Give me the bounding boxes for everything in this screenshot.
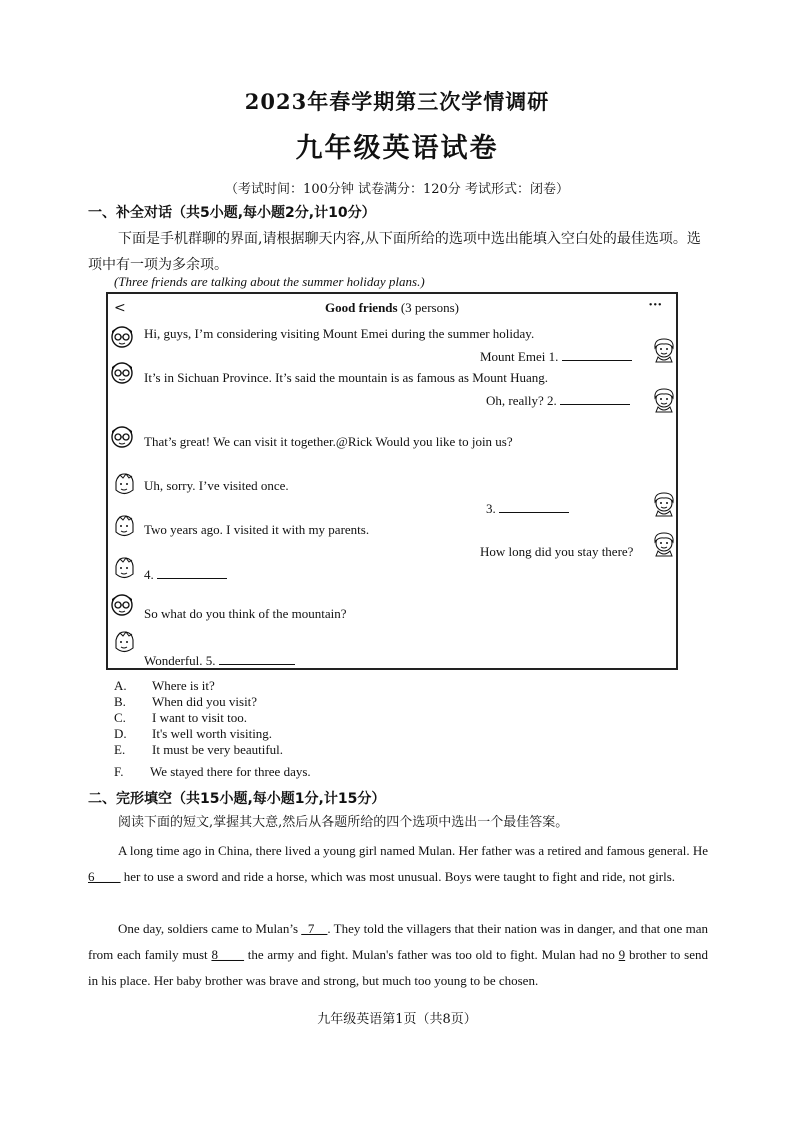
chat-header <box>108 300 676 318</box>
cloze-blank-8[interactable]: 8____ <box>211 947 244 962</box>
back-icon[interactable]: < <box>114 300 126 316</box>
answer-blank[interactable] <box>157 566 227 579</box>
exam-title: 2023年春学期第三次学情调研 <box>244 89 550 114</box>
section1-heading: 一、补全对话（共5小题,每小题2分,计10分） <box>88 205 376 221</box>
chat-message: So what do you think of the mountain? <box>144 606 347 621</box>
paper-title: 九年级英语试卷 <box>295 133 499 164</box>
more-icon[interactable]: ··· <box>648 298 662 313</box>
story-paragraph-1: A long time ago in China, there lived a young girl named Mulan. Her father was a retired and famous general. He 6____ her to use a sword and ride a horse, which was most unusual. Boys were taught to fight and ride, not girls. <box>88 843 708 884</box>
answer-blank[interactable] <box>499 500 569 513</box>
chat-message: Mount Emei 1. <box>480 348 632 365</box>
option-item[interactable]: C. I want to visit too. <box>114 710 247 725</box>
answer-blank[interactable] <box>560 392 630 405</box>
chat-message: That’s great! We can visit it together.@Rick Would you like to join us? <box>144 434 513 449</box>
chat-message: How long did you stay there? <box>480 544 634 559</box>
chat-message: It’s in Sichuan Province. It’s said the mountain is as famous as Mount Huang. <box>144 370 549 385</box>
option-item[interactable]: F. We stayed there for three days. <box>114 764 311 779</box>
option-item[interactable]: E. It must be very beautiful. <box>114 742 284 757</box>
avatar-rick-icon <box>110 628 138 656</box>
section2-instruction: 阅读下面的短文,掌握其大意,然后从各题所给的四个选项中选出一个最佳答案。 <box>118 815 569 830</box>
avatar-boy-glasses-icon <box>108 358 136 386</box>
chat-group-title: Good friends (3 persons) <box>325 300 459 315</box>
option-item[interactable]: A. Where is it? <box>114 678 215 693</box>
avatar-girl-icon <box>650 386 678 414</box>
option-item[interactable]: D. It's well worth visiting. <box>114 726 273 741</box>
avatar-rick-icon <box>110 470 138 498</box>
chat-message: Hi, guys, I’m considering visiting Mount Emei during the summer holiday. <box>144 326 535 341</box>
answer-blank[interactable] <box>219 652 295 665</box>
story-paragraph-2: One day, soldiers came to Mulan’s _7__. They told the villagers that their nation was in danger, and that one man from each family must 8____ the army and fight. Mulan's father was too old to fight. Mulan had no 9 brother to send in his place. Her baby brother was brave and strong, but much too young to be chosen. <box>88 921 709 988</box>
chat-message: Uh, sorry. I’ve visited once. <box>144 478 289 493</box>
option-item[interactable]: B. When did you visit? <box>114 694 258 709</box>
section2-heading: 二、完形填空（共15小题,每小题1分,计15分） <box>88 791 386 807</box>
avatar-rick-icon <box>110 512 138 540</box>
cloze-blank-7[interactable]: _7__ <box>301 921 328 936</box>
chat-message: Wonderful. 5. <box>144 652 295 669</box>
page-footer: 九年级英语第1页（共8页） <box>317 1012 477 1027</box>
avatar-rick-icon <box>110 554 138 582</box>
section1-note: (Three friends are talking about the summer holiday plans.) <box>114 274 425 289</box>
chat-message: 3. <box>486 500 569 517</box>
avatar-boy-glasses-icon <box>108 322 136 350</box>
exam-info: （考试时间：100分钟 试卷满分：120分 考试形式：闭卷） <box>225 182 569 197</box>
chat-message: Two years ago. I visited it with my parents. <box>144 522 370 537</box>
answer-blank[interactable] <box>562 348 632 361</box>
section1-instruction: 下面是手机群聊的界面,请根据聊天内容,从下面所给的选项中选出能填入空白处的最佳选项。选项中有一项为多余项。 <box>88 231 701 273</box>
avatar-boy-glasses-icon <box>108 590 136 618</box>
chat-message: Oh, really? 2. <box>486 392 630 409</box>
avatar-girl-icon <box>650 336 678 364</box>
avatar-boy-glasses-icon <box>108 422 136 450</box>
avatar-girl-icon <box>650 530 678 558</box>
avatar-girl-icon <box>650 490 678 518</box>
cloze-blank-6[interactable]: 6____ <box>88 869 121 884</box>
chat-window <box>106 292 678 670</box>
chat-message: 4. <box>144 566 227 583</box>
cloze-blank-9[interactable]: 9 <box>618 947 626 962</box>
